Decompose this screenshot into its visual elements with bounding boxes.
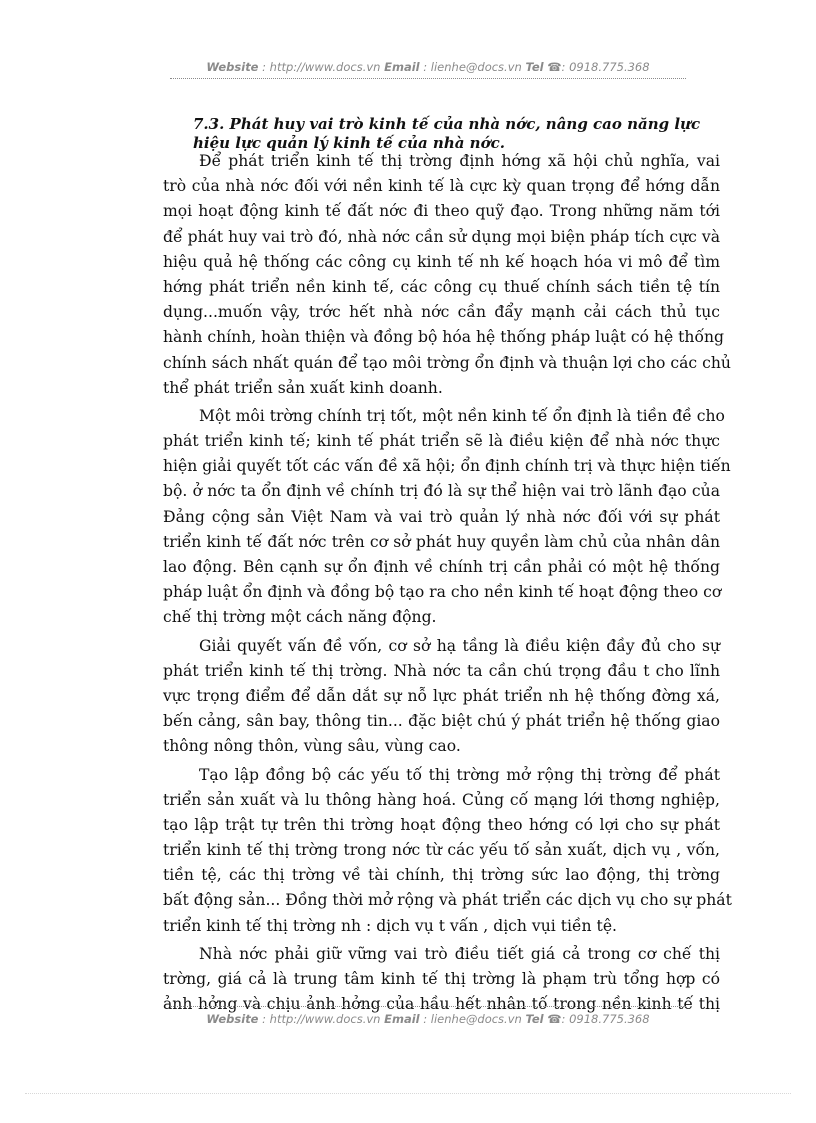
website-url: : http://www.docs.vn <box>262 1012 381 1026</box>
tel-label: Tel <box>525 60 544 74</box>
paragraph-line: Tạo lập đồng bộ các yếu tố thị trờng mở rộng thị trờng để phát <box>199 765 720 784</box>
paragraph-line: bộ. ở nớc ta ổn định về chính trị đó là sự thể hiện vai trò lãnh đạo của <box>163 482 720 501</box>
paragraph-line: phát triển kinh tế thị trờng. Nhà nớc ta cần chú trọng đầu t cho lĩnh <box>163 661 720 680</box>
paragraph-line: triển kinh tế thị trờng nh : dịch vụ t vấn , dịch vụi tiền tệ. <box>163 916 618 935</box>
paragraph-line: triển kinh tế đất nớc trên cơ sở phát huy quyền làm chủ của nhân dân <box>163 532 720 551</box>
section-heading <box>193 115 733 153</box>
paragraph-line: bến cảng, sân bay, thông tin... đặc biệt chú ý phát triển hệ thống giao <box>163 712 720 731</box>
paragraph <box>163 634 720 760</box>
paragraph-line: lao động. Bên cạnh sự ổn định về chính trị cần phải có một hệ thống <box>163 558 720 576</box>
website-label: Website <box>206 1012 259 1026</box>
website-label: Website <box>206 60 259 74</box>
paragraph-line: triển kinh tế thị trờng trong nớc từ các yếu tố sản xuất, dịch vụ , vốn, <box>163 841 720 860</box>
email-address: : lienhe@docs.vn <box>423 1012 522 1026</box>
paragraph-line: hiện giải quyết tốt các vấn đề xã hội; ổn định chính trị và thực hiện tiến <box>163 457 731 476</box>
email-label: Email <box>384 1012 420 1026</box>
paragraph-line: tiền tệ, các thị trờng về tài chính, thị trờng sức lao động, thị trờng <box>163 866 720 885</box>
phone-number: ☎: 0918.775.368 <box>547 1012 650 1026</box>
paragraph-line: để phát huy vai trò đó, nhà nớc cần sử dụng mọi biện pháp tích cực và <box>163 227 720 246</box>
website-url: : http://www.docs.vn <box>262 60 381 74</box>
paragraph <box>163 404 731 631</box>
paragraph <box>163 149 731 401</box>
footer-divider <box>170 1006 686 1007</box>
page-bottom-edge <box>25 1093 791 1094</box>
body-text <box>163 149 732 1017</box>
phone-number: ☎: 0918.775.368 <box>547 60 650 74</box>
paragraph-line: bất động sản... Đồng thời mở rộng và phát triển các dịch vụ cho sự phát <box>163 891 732 910</box>
email-address: : lienhe@docs.vn <box>423 60 522 74</box>
paragraph-line: hớng phát triển nền kinh tế, các công cụ thuế chính sách tiền tệ tín <box>163 277 720 296</box>
paragraph-line: Giải quyết vấn đề vốn, cơ sở hạ tầng là điều kiện đầy đủ cho sự <box>199 636 720 655</box>
paragraph-line: chính sách nhất quán để tạo môi trờng ổn định và thuận lợi cho các chủ <box>163 353 731 372</box>
email-label: Email <box>384 60 420 74</box>
paragraph-line: pháp luật ổn định và đồng bộ tạo ra cho nền kinh tế hoạt động theo cơ <box>163 583 722 602</box>
section-heading-line: hiệu lực quản lý kinh tế của nhà nớc. <box>193 134 505 152</box>
paragraph-line: tạo lập trật tự trên thi trờng hoạt động theo hớng có lợi cho sự phát <box>163 815 720 834</box>
paragraph-line: hành chính, hoàn thiện và đồng bộ hóa hệ thống pháp luật có hệ thống <box>163 328 725 347</box>
page-header <box>170 60 686 74</box>
paragraph <box>163 763 732 939</box>
paragraph-line: mọi hoạt động kinh tế đất nớc đi theo quỹ đạo. Trong những năm tới <box>163 202 720 221</box>
paragraph-line: thông nông thôn, vùng sâu, vùng cao. <box>163 737 461 756</box>
paragraph-line: Một môi trờng chính trị tốt, một nền kinh tế ổn định là tiền đề cho <box>199 406 725 425</box>
paragraph-line: ảnh hởng và chịu ảnh hởng của hầu hết nhân tố trong nền kinh tế thị <box>163 995 720 1014</box>
section-heading-line: 7.3. Phát huy vai trò kinh tế của nhà nớc, nâng cao năng lực <box>193 115 701 133</box>
paragraph-line: trò của nhà nớc đối với nền kinh tế là cực kỳ quan trọng để hớng dẫn <box>163 177 720 196</box>
paragraph-line: hiệu quả hệ thống các công cụ kinh tế nh kế hoạch hóa vi mô để tìm <box>163 252 720 271</box>
paragraph-line: chế thị trờng một cách năng động. <box>163 608 437 627</box>
paragraph-line: dụng...muốn vậy, trớc hết nhà nớc cần đẩy mạnh cải cách thủ tục <box>163 303 720 322</box>
paragraph-line: trờng, giá cả là trung tâm kinh tế thị trờng là phạm trù tổng hợp có <box>163 970 720 988</box>
header-divider <box>170 78 686 79</box>
paragraph-line: thể phát triển sản xuất kinh doanh. <box>163 378 443 397</box>
page-footer <box>170 1012 686 1026</box>
paragraph-line: phát triển kinh tế; kinh tế phát triển sẽ là điều kiện để nhà nớc thực <box>163 432 720 451</box>
paragraph-line: Đảng cộng sản Việt Nam và vai trò quản lý nhà nớc đối với sự phát <box>163 507 720 526</box>
tel-label: Tel <box>525 1012 544 1026</box>
paragraph-line: triển sản xuất và lu thông hàng hoá. Củng cố mạng lới thơng nghiệp, <box>163 790 720 809</box>
paragraph-line: vực trọng điểm để dẫn dắt sự nỗ lực phát triển nh hệ thống đờng xá, <box>163 686 720 705</box>
paragraph-line: Để phát triển kinh tế thị trờng định hớng xã hội chủ nghĩa, vai <box>199 152 720 170</box>
paragraph-line: Nhà nớc phải giữ vững vai trò điều tiết giá cả trong cơ chế thị <box>199 944 720 963</box>
